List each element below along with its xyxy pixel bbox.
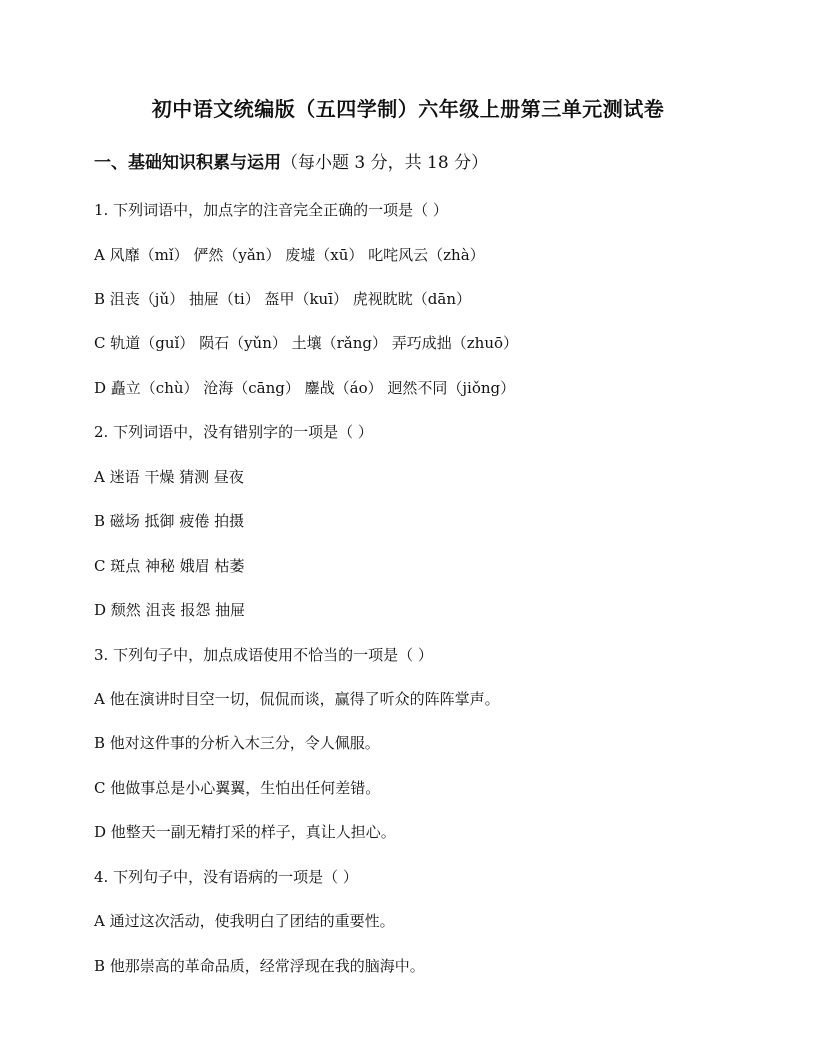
question-3-option-a: A 他在演讲时目空一切，侃侃而谈，赢得了听众的阵阵掌声。: [94, 690, 500, 708]
question-2-option-c: C 斑点 神秘 娥眉 枯萎: [94, 557, 245, 575]
section-heading: [94, 150, 488, 176]
question-1-stem: 1. 下列词语中，加点字的注音完全正确的一项是（ ）: [94, 201, 448, 219]
question-3-option-b: B 他对这件事的分析入木三分，令人佩服。: [94, 734, 380, 752]
question-3-option-c: C 他做事总是小心翼翼，生怕出任何差错。: [94, 779, 381, 797]
question-3-stem: 3. 下列句子中，加点成语使用不恰当的一项是（ ）: [94, 646, 433, 664]
question-2-stem: 2. 下列词语中，没有错别字的一项是（ ）: [94, 423, 373, 441]
section-title: 一、基础知识积累与运用: [94, 153, 281, 173]
question-1-option-a: A 风靡（mǐ） 俨然（yǎn） 废墟（xū） 叱咤风云（zhà）: [94, 246, 485, 264]
question-4-option-b: B 他那崇高的革命品质，经常浮现在我的脑海中。: [94, 957, 425, 975]
question-4-option-a: A 通过这次活动，使我明白了团结的重要性。: [94, 912, 395, 930]
section-score-note: （每小题 3 分，共 18 分）: [281, 153, 489, 173]
question-1-option-c: C 轨道（guǐ） 陨石（yǔn） 土壤（rǎng） 弄巧成拙（zhuō）: [94, 334, 519, 352]
question-2-option-d: D 颓然 沮丧 报怨 抽屉: [94, 601, 246, 619]
question-4-stem: 4. 下列句子中，没有语病的一项是（ ）: [94, 868, 358, 886]
page-title: 初中语文统编版（五四学制）六年级上册第三单元测试卷: [151, 97, 665, 121]
question-1-option-b: B 沮丧（jǔ） 抽屉（ti） 盔甲（kuī） 虎视眈眈（dān）: [94, 290, 471, 308]
question-2-option-a: A 迷语 干燥 猜测 昼夜: [94, 468, 244, 486]
question-2-option-b: B 磁场 抵御 疲倦 拍摄: [94, 512, 245, 530]
question-1-option-d: D 矗立（chù） 沧海（cāng） 鏖战（áo） 迥然不同（jiǒng）: [94, 379, 516, 397]
question-3-option-d: D 他整天一副无精打采的样子，真让人担心。: [94, 823, 396, 841]
